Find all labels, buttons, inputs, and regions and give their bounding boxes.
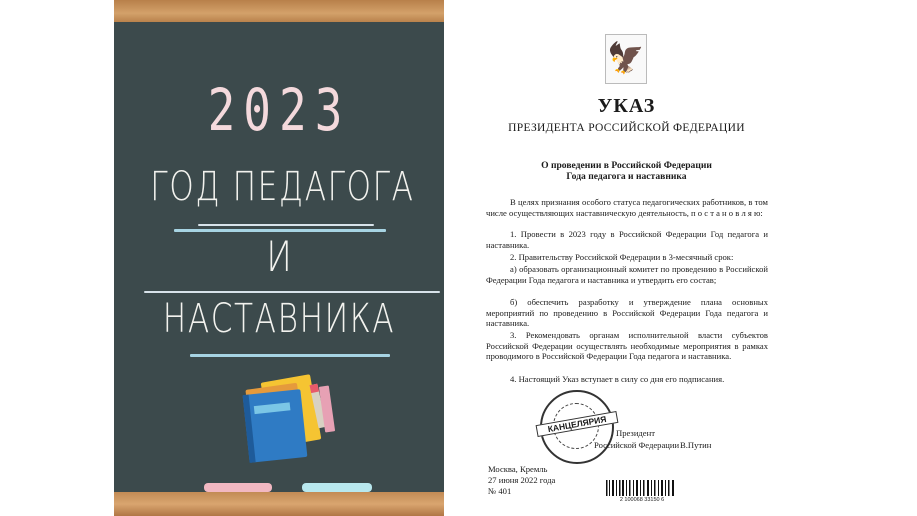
decree-heading-line1: О проведении в Российской Федерации xyxy=(541,160,712,171)
poster-line-nastavnika: НАСТАВНИКА xyxy=(162,296,396,342)
date: 27 июня 2022 года xyxy=(488,475,556,485)
barcode-number: 2 100068 33150 6 xyxy=(619,497,665,503)
place: Москва, Кремль xyxy=(488,464,548,474)
decree-heading-line2: Года педагога и наставника xyxy=(566,171,687,182)
blue-book xyxy=(243,389,308,463)
russian-coat-of-arms-icon: 🦅 xyxy=(605,34,647,84)
signature-name: В.Путин xyxy=(680,440,712,450)
poster-frame-bottom xyxy=(114,492,444,516)
poster-line-i: И xyxy=(266,232,292,281)
chalk-underline-4 xyxy=(190,354,390,357)
barcode-icon xyxy=(606,480,676,496)
paragraph-2: 2. Правительству Российской Федерации в 3-месячный срок: xyxy=(510,252,734,262)
decree-document xyxy=(444,0,917,516)
paragraph-2b: б) обеспечить разработку и утверждение плана основных мероприятий по проведению в Российской Федерации Года педагога и наставника. xyxy=(486,297,768,329)
signature-title-line2: Российской Федерации xyxy=(594,440,680,450)
stamp-label: КАНЦЕЛЯРИЯ xyxy=(536,411,619,437)
paragraph-preamble: В целях признания особого статуса педагогических работников, в том числе осуществляющих наставническую деятельность, п о с т а н о в л я ю: xyxy=(486,197,768,218)
poster-frame-top xyxy=(114,0,444,22)
stamp-seal xyxy=(540,390,614,464)
decree-title: УКАЗ xyxy=(597,95,656,117)
poster-line-god-pedagoga: ГОД ПЕДАГОГА xyxy=(150,164,415,210)
pink-chalk xyxy=(204,483,272,492)
paragraph-1: 1. Провести в 2023 году в Российской Федерации Год педагога и наставника. xyxy=(486,229,768,250)
poster xyxy=(114,0,444,516)
blue-chalk xyxy=(302,483,372,492)
chalk-underline-3 xyxy=(144,291,440,293)
paragraph-4: 4. Настоящий Указ вступает в силу со дня его подписания. xyxy=(510,374,725,384)
poster-year: 2023 xyxy=(207,76,351,144)
signature-title-line1: Президент xyxy=(616,428,655,438)
paragraph-3: 3. Рекомендовать органам исполнительной власти субъектов Российской Федерации осуществлять необходимые мероприятия в рамках проводимого в Российской Федерации Года педагога и наставника. xyxy=(486,330,768,362)
decree-subtitle: ПРЕЗИДЕНТА РОССИЙСКОЙ ФЕДЕРАЦИИ xyxy=(508,122,745,134)
paragraph-2a: а) образовать организационный комитет по проведению в Российской Федерации Года педагога и наставника и утвердить его состав; xyxy=(486,264,768,285)
chalk-underline-1 xyxy=(198,224,374,226)
decree-number: № 401 xyxy=(488,486,512,496)
